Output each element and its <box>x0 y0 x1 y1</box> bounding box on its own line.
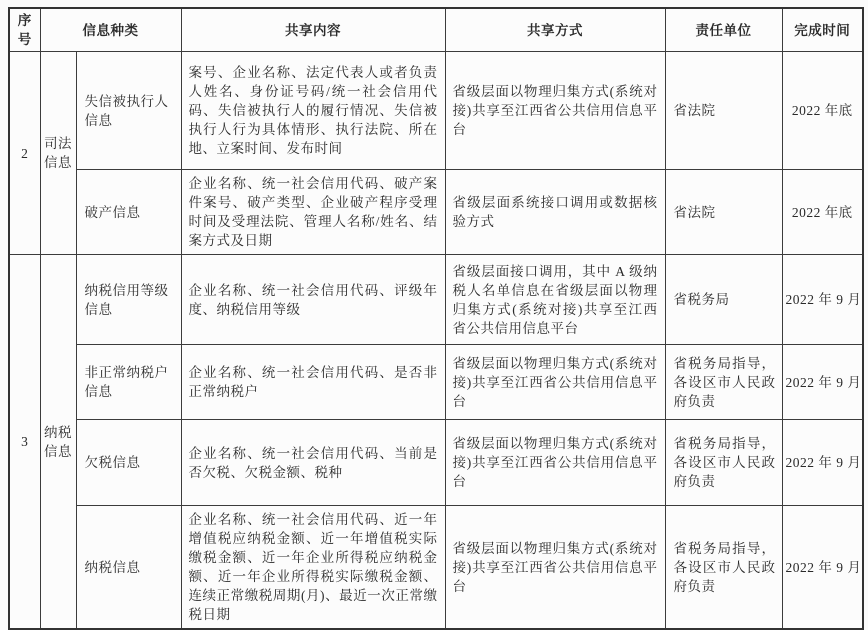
unit-cell: 省法院 <box>665 170 782 255</box>
header-method: 共享方式 <box>445 8 665 52</box>
deadline-cell: 2022 年 9 月 <box>782 345 863 420</box>
serial-cell: 3 <box>9 255 40 630</box>
content-cell: 案号、企业名称、法定代表人或者负责人姓名、身份证号码/统一社会信用代码、失信被执行人的履行情况、失信被执行人行为具体情形、执行法院、所在地、立案时间、发布时间 <box>181 52 445 170</box>
header-serial: 序号 <box>9 8 40 52</box>
category-cell: 司法信息 <box>40 52 76 255</box>
header-deadline: 完成时间 <box>782 8 863 52</box>
header-content: 共享内容 <box>181 8 445 52</box>
unit-cell: 省税务局指导，各设区市人民政府负责 <box>665 345 782 420</box>
unit-cell: 省税务局指导，各设区市人民政府负责 <box>665 506 782 630</box>
header-category: 信息种类 <box>40 8 181 52</box>
category-cell: 纳税信息 <box>40 255 76 630</box>
deadline-cell: 2022 年底 <box>782 170 863 255</box>
deadline-cell: 2022 年 9 月 <box>782 255 863 345</box>
table-row <box>9 255 863 345</box>
type-cell: 纳税信用等级信息 <box>76 255 181 345</box>
content-cell: 企业名称、统一社会信用代码、是否非正常纳税户 <box>181 345 445 420</box>
deadline-cell: 2022 年底 <box>782 52 863 170</box>
method-cell: 省级层面接口调用，其中 A 级纳税人名单信息在省级层面以物理归集方式(系统对接)共享至江西省公共信用信息平台 <box>445 255 665 345</box>
table-row <box>9 345 863 420</box>
type-cell: 破产信息 <box>76 170 181 255</box>
method-cell: 省级层面以物理归集方式(系统对接)共享至江西省公共信用信息平台 <box>445 52 665 170</box>
type-cell: 欠税信息 <box>76 420 181 506</box>
unit-cell: 省法院 <box>665 52 782 170</box>
info-sharing-table <box>8 7 864 630</box>
table-row <box>9 170 863 255</box>
header-row <box>9 8 863 52</box>
content-cell: 企业名称、统一社会信用代码、评级年度、纳税信用等级 <box>181 255 445 345</box>
unit-cell: 省税务局 <box>665 255 782 345</box>
table-row <box>9 52 863 170</box>
table-row <box>9 506 863 630</box>
method-cell: 省级层面系统接口调用或数据核验方式 <box>445 170 665 255</box>
serial-cell: 2 <box>9 52 40 255</box>
content-cell: 企业名称、统一社会信用代码、破产案件案号、破产类型、企业破产程序受理时间及受理法院、管理人名称/姓名、结案方式及日期 <box>181 170 445 255</box>
unit-cell: 省税务局指导，各设区市人民政府负责 <box>665 420 782 506</box>
table-row <box>9 420 863 506</box>
content-cell: 企业名称、统一社会信用代码、近一年增值税应纳税金额、近一年增值税实际缴税金额、近一年企业所得税应纳税金额、近一年企业所得税实际缴税金额、连续正常缴税周期(月)、最近一次正常缴税日期 <box>181 506 445 630</box>
deadline-cell: 2022 年 9 月 <box>782 506 863 630</box>
type-cell: 失信被执行人信息 <box>76 52 181 170</box>
content-cell: 企业名称、统一社会信用代码、当前是否欠税、欠税金额、税种 <box>181 420 445 506</box>
method-cell: 省级层面以物理归集方式(系统对接)共享至江西省公共信用信息平台 <box>445 420 665 506</box>
type-cell: 非正常纳税户信息 <box>76 345 181 420</box>
deadline-cell: 2022 年 9 月 <box>782 420 863 506</box>
type-cell: 纳税信息 <box>76 506 181 630</box>
header-unit: 责任单位 <box>665 8 782 52</box>
method-cell: 省级层面以物理归集方式(系统对接)共享至江西省公共信用信息平台 <box>445 506 665 630</box>
method-cell: 省级层面以物理归集方式(系统对接)共享至江西省公共信用信息平台 <box>445 345 665 420</box>
